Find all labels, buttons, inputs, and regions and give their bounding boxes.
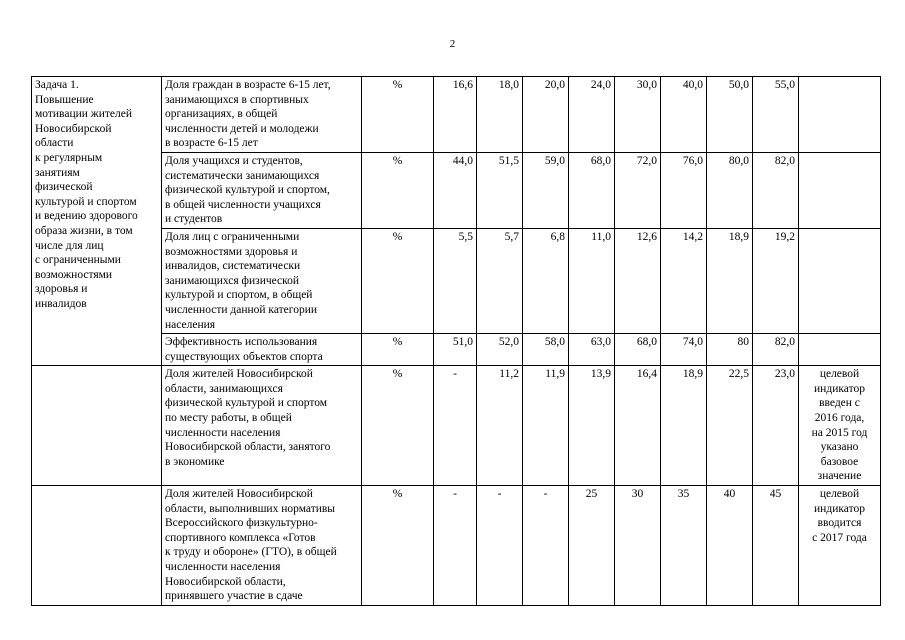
value-cell: 18,9 bbox=[707, 228, 753, 333]
note-cell: целевой индикатор вводится с 2017 года bbox=[799, 486, 881, 606]
value-cell: 52,0 bbox=[477, 334, 523, 366]
indicators-table bbox=[31, 76, 881, 606]
value-cell: 35 bbox=[661, 486, 707, 606]
value-cell: 30 bbox=[615, 486, 661, 606]
value-cell: 5,5 bbox=[434, 228, 477, 333]
indicator-cell: Доля жителей Новосибирской области, занимающихся физической культурой и спортом по месту работы, в общей численности населения Новосибирской области, занятого в экономике bbox=[162, 366, 362, 486]
value-cell: 82,0 bbox=[753, 152, 799, 228]
value-cell: 18,9 bbox=[661, 366, 707, 486]
value-cell: 24,0 bbox=[569, 77, 615, 153]
value-cell: 80,0 bbox=[707, 152, 753, 228]
indicator-cell: Доля граждан в возрасте 6-15 лет, занимающихся в спортивных организациях, в общей численности детей и молодежи в возрасте 6-15 лет bbox=[162, 77, 362, 153]
note-cell bbox=[799, 77, 881, 153]
unit-cell: % bbox=[362, 334, 434, 366]
value-cell: 5,7 bbox=[477, 228, 523, 333]
value-cell: 50,0 bbox=[707, 77, 753, 153]
indicator-cell: Доля жителей Новосибирской области, выполнивших нормативы Всероссийского физкультурно- спортивного комплекса «Готов к труду и обороне» (ГТО), в общей численности населения Новосибирской области, принявшего участие в сдаче bbox=[162, 486, 362, 606]
task-cell-empty bbox=[32, 486, 162, 606]
unit-cell: % bbox=[362, 152, 434, 228]
value-cell: 16,4 bbox=[615, 366, 661, 486]
unit-cell: % bbox=[362, 228, 434, 333]
value-cell: 18,0 bbox=[477, 77, 523, 153]
value-cell: 6,8 bbox=[523, 228, 569, 333]
value-cell: 11,9 bbox=[523, 366, 569, 486]
value-cell: 45 bbox=[753, 486, 799, 606]
value-cell: 11,2 bbox=[477, 366, 523, 486]
table-row bbox=[32, 486, 881, 606]
note-cell bbox=[799, 228, 881, 333]
value-cell: 30,0 bbox=[615, 77, 661, 153]
value-cell: 68,0 bbox=[569, 152, 615, 228]
value-cell: 40,0 bbox=[661, 77, 707, 153]
value-cell: 80 bbox=[707, 334, 753, 366]
note-cell: целевой индикатор введен с 2016 года, на 2015 год указано базовое значение bbox=[799, 366, 881, 486]
unit-cell: % bbox=[362, 77, 434, 153]
value-cell: 72,0 bbox=[615, 152, 661, 228]
value-cell: 16,6 bbox=[434, 77, 477, 153]
value-cell: 40 bbox=[707, 486, 753, 606]
page-number: 2 bbox=[449, 38, 456, 50]
value-cell: 76,0 bbox=[661, 152, 707, 228]
note-cell bbox=[799, 152, 881, 228]
indicator-cell: Доля учащихся и студентов, систематически занимающихся физической культурой и спортом, в общей численности учащихся и студентов bbox=[162, 152, 362, 228]
value-cell: 12,6 bbox=[615, 228, 661, 333]
unit-cell: % bbox=[362, 366, 434, 486]
task-cell-empty bbox=[32, 366, 162, 486]
value-cell: - bbox=[477, 486, 523, 606]
value-cell: 13,9 bbox=[569, 366, 615, 486]
value-cell: 20,0 bbox=[523, 77, 569, 153]
task-cell: Задача 1. Повышение мотивации жителей Новосибирской области к регулярным занятиям физической культурой и спортом и ведению здорового образа жизни, в том числе для лиц с ограниченными возможностями здоровья и инвалидов bbox=[32, 77, 162, 366]
value-cell: 63,0 bbox=[569, 334, 615, 366]
value-cell: 11,0 bbox=[569, 228, 615, 333]
value-cell: 19,2 bbox=[753, 228, 799, 333]
value-cell: 25 bbox=[569, 486, 615, 606]
value-cell: 58,0 bbox=[523, 334, 569, 366]
value-cell: 23,0 bbox=[753, 366, 799, 486]
value-cell: 59,0 bbox=[523, 152, 569, 228]
value-cell: 74,0 bbox=[661, 334, 707, 366]
value-cell: 68,0 bbox=[615, 334, 661, 366]
value-cell: 51,0 bbox=[434, 334, 477, 366]
value-cell: 14,2 bbox=[661, 228, 707, 333]
value-cell: 82,0 bbox=[753, 334, 799, 366]
value-cell: 55,0 bbox=[753, 77, 799, 153]
unit-cell: % bbox=[362, 486, 434, 606]
indicator-cell: Эффективность использования существующих объектов спорта bbox=[162, 334, 362, 366]
value-cell: 22,5 bbox=[707, 366, 753, 486]
value-cell: 44,0 bbox=[434, 152, 477, 228]
indicator-cell: Доля лиц с ограниченными возможностями здоровья и инвалидов, систематически занимающихся физической культурой и спортом, в общей численности данной категории населения bbox=[162, 228, 362, 333]
value-cell: 51,5 bbox=[477, 152, 523, 228]
value-cell: - bbox=[434, 366, 477, 486]
table-row bbox=[32, 77, 881, 153]
note-cell bbox=[799, 334, 881, 366]
value-cell: - bbox=[434, 486, 477, 606]
value-cell: - bbox=[523, 486, 569, 606]
table-row bbox=[32, 366, 881, 486]
